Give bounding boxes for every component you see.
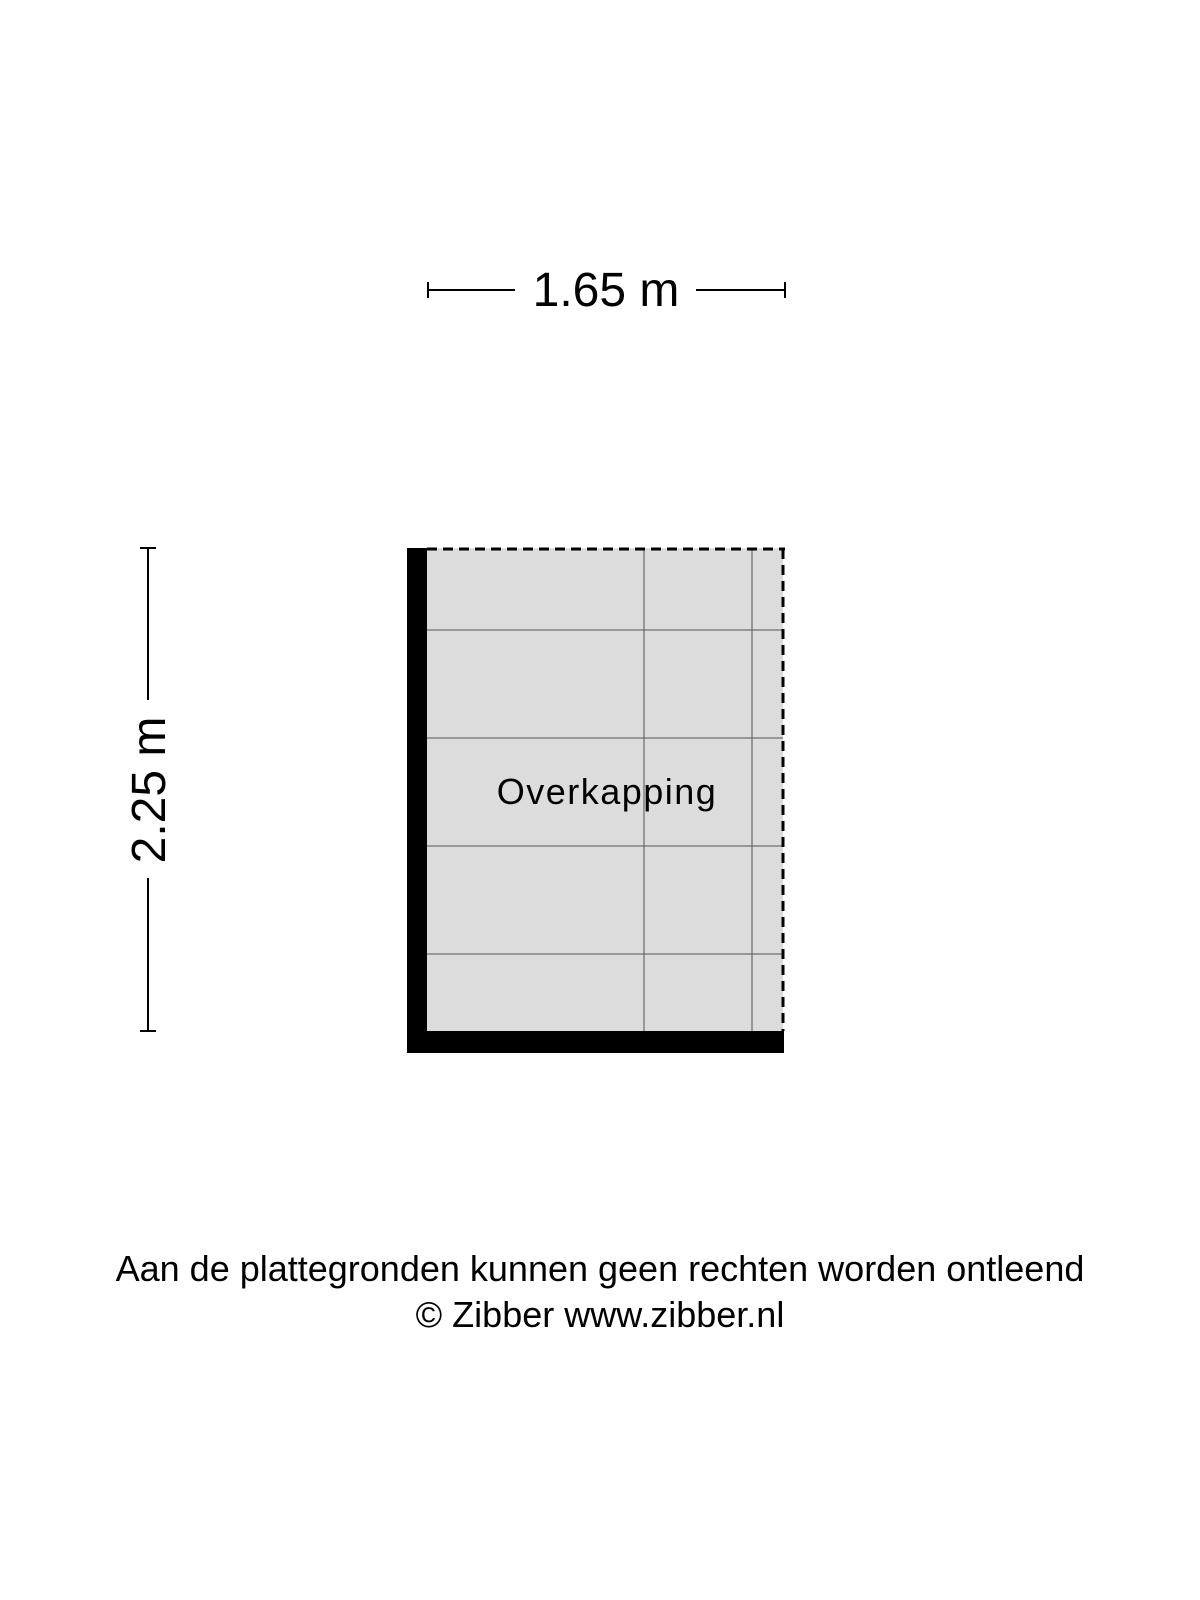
wall-left — [407, 548, 427, 1053]
disclaimer-text: Aan de plattegronden kunnen geen rechten worden ontleend — [115, 1248, 1085, 1289]
room-label: Overkapping — [496, 771, 718, 812]
width-label: 1.65 m — [532, 264, 680, 317]
copyright-text: © Zibber www.zibber.nl — [415, 1294, 785, 1335]
wall-bottom — [407, 1031, 784, 1053]
height-label: 2.25 m — [123, 716, 176, 864]
